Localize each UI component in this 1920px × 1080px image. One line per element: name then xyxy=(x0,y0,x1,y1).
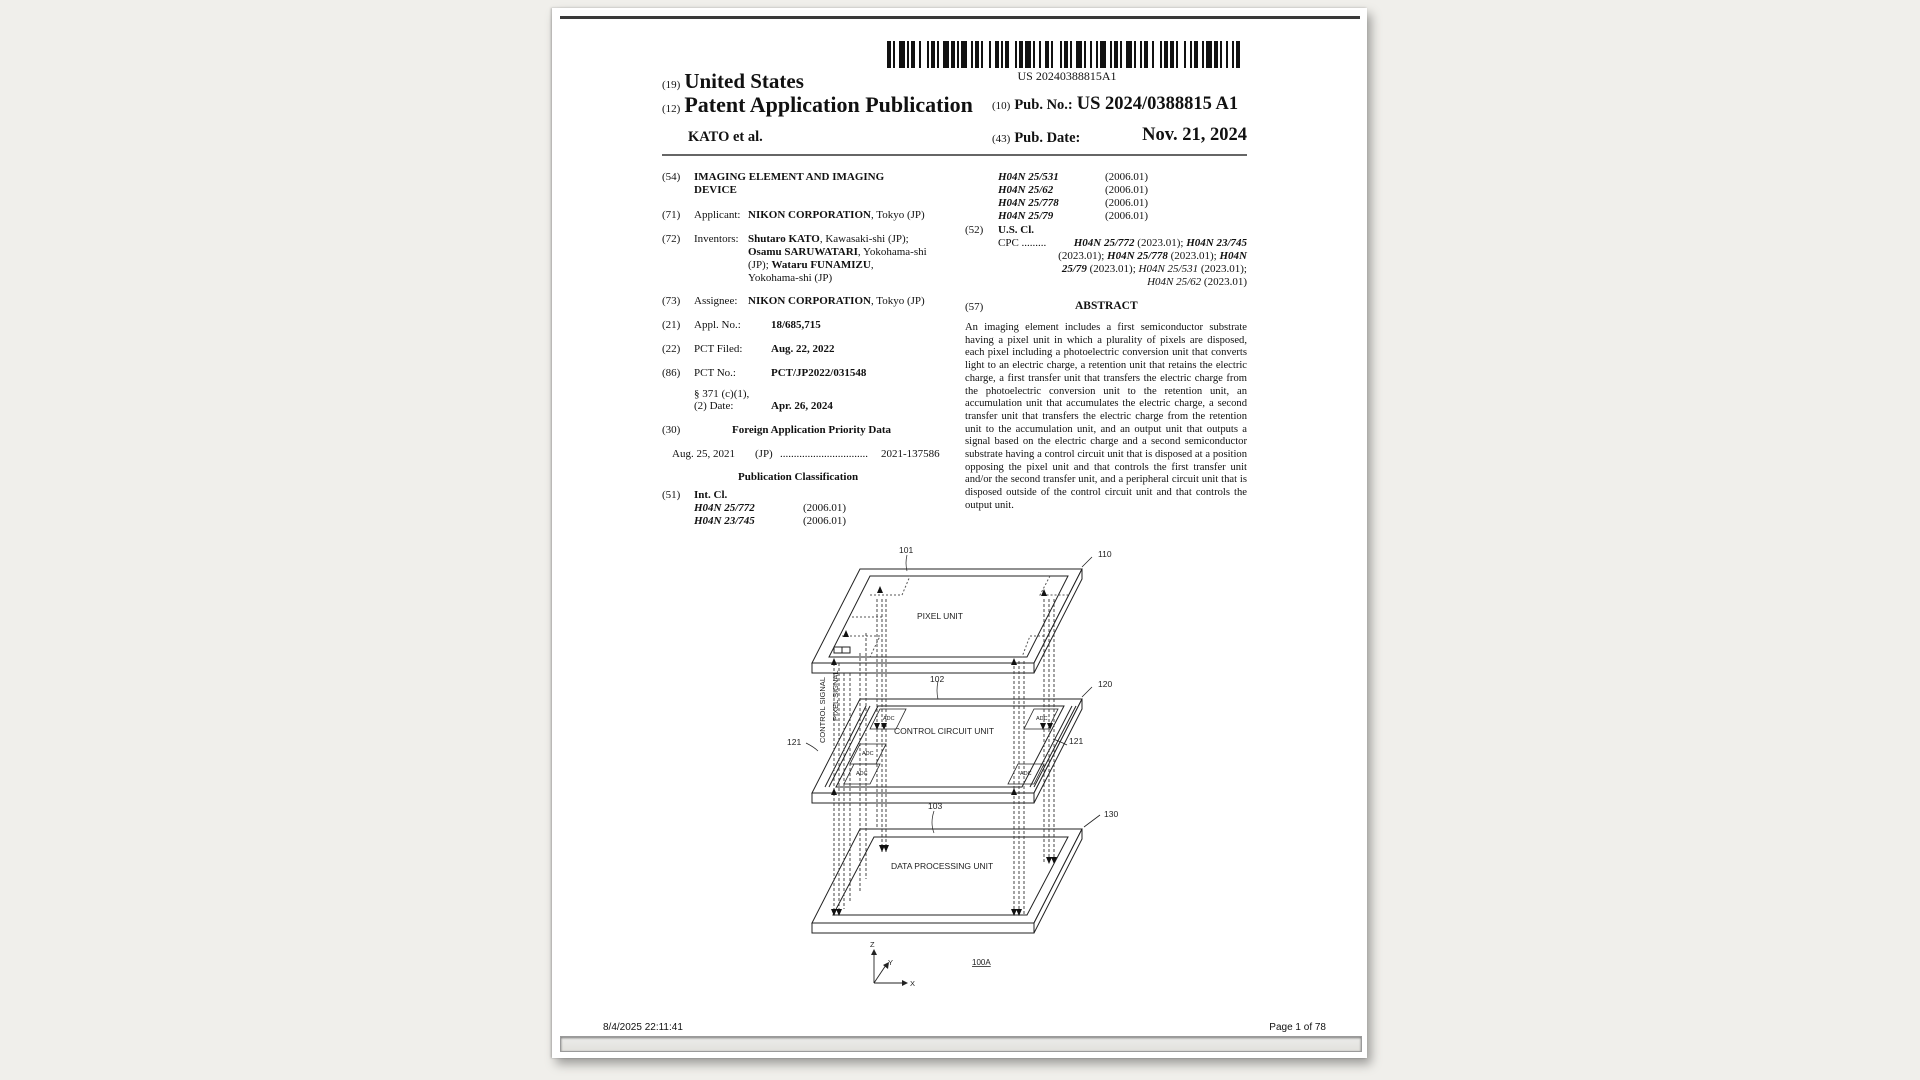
inid-code: (19) xyxy=(662,79,681,91)
axis-z: Z xyxy=(870,940,875,949)
cpc-class: H04N 25/778 xyxy=(1107,250,1168,262)
barcode-number: US 20240388815A1 xyxy=(1017,69,1117,83)
assignee-location: , Tokyo (JP) xyxy=(870,295,925,307)
inventor-location: (JP); xyxy=(748,259,772,271)
inid-code: (51) xyxy=(662,489,681,501)
int-cl-version: (2006.01) xyxy=(803,515,847,527)
inventor-1 xyxy=(748,233,909,246)
int-cl-class: H04N 25/778 xyxy=(998,197,1059,209)
adc-label: ADC xyxy=(862,751,874,757)
label-121-left: 121 xyxy=(787,737,802,747)
inid-code: (52) xyxy=(965,224,984,236)
foreign-dots: ................................ xyxy=(780,448,868,460)
adc-label: ADC xyxy=(883,716,895,722)
int-cl-version: (2006.01) xyxy=(1105,184,1149,196)
label-121-right: 121 xyxy=(1069,736,1084,746)
label-120: 120 xyxy=(1098,679,1113,689)
cpc-line-1 xyxy=(1074,237,1247,250)
label-101: 101 xyxy=(899,545,914,555)
barcode xyxy=(887,41,1247,68)
assignee xyxy=(748,295,925,308)
pct-no-label: PCT No.: xyxy=(694,367,736,379)
inventor-3-location: Yokohama-shi (JP) xyxy=(748,272,833,284)
axis-y: Y xyxy=(888,958,894,967)
label-103: 103 xyxy=(928,801,943,811)
appl-no: 18/685,715 xyxy=(771,319,821,331)
int-cl-class: H04N 25/531 xyxy=(998,171,1059,183)
inventor-name: Wataru FUNAMIZU xyxy=(771,259,871,271)
foreign-priority-heading: Foreign Application Priority Data xyxy=(732,424,891,436)
pct-filed: Aug. 22, 2022 xyxy=(771,343,835,355)
us-cl-label: U.S. Cl. xyxy=(998,224,1035,236)
inid-code: (72) xyxy=(662,233,681,245)
applicant-name: NIKON CORPORATION xyxy=(748,209,871,221)
cpc-class: H04N 23/745 xyxy=(1186,237,1247,249)
pub-date-line xyxy=(992,129,1080,147)
header-separator xyxy=(662,154,1247,156)
s371-line: § 371 (c)(1), xyxy=(694,388,750,400)
inventor-name: Shutaro KATO xyxy=(748,233,820,245)
inventor-3 xyxy=(748,259,874,272)
cpc-version: (2023.01); xyxy=(1198,263,1247,275)
control-signal-label: CONTROL SIGNAL xyxy=(818,677,827,743)
country: United States xyxy=(684,69,804,93)
int-cl-version: (2006.01) xyxy=(1105,171,1149,183)
pixel-signal-label: PIXEL SIGNAL xyxy=(831,670,840,721)
int-cl-class: H04N 25/62 xyxy=(998,184,1054,196)
int-cl-version: (2006.01) xyxy=(1105,210,1149,222)
int-cl-class: H04N 23/745 xyxy=(694,515,755,527)
inid-code: (43) xyxy=(992,133,1011,145)
int-cl-version: (2006.01) xyxy=(803,502,847,514)
cpc-class: H04N 25/62 xyxy=(1147,276,1202,288)
cpc-class: 25/79 xyxy=(1061,263,1087,275)
pub-no-label: Pub. No.: xyxy=(1014,97,1073,113)
foreign-country: (JP) xyxy=(755,448,773,460)
int-cl-version: (2006.01) xyxy=(1105,197,1149,209)
pub-date-label: Pub. Date: xyxy=(1014,130,1081,146)
inid-code: (30) xyxy=(662,424,681,436)
int-cl-label: Int. Cl. xyxy=(694,489,728,501)
pct-no: PCT/JP2022/031548 xyxy=(771,367,867,379)
axis-x: X xyxy=(910,979,916,988)
barcode-bar xyxy=(1240,41,1246,68)
adc-label: ADC xyxy=(1036,716,1048,722)
int-cl-class: H04N 25/79 xyxy=(998,210,1054,222)
cpc-version: (2023.01); xyxy=(1086,263,1139,275)
inid-code: (22) xyxy=(662,343,681,355)
assignee-name: NIKON CORPORATION xyxy=(748,295,871,307)
inid-code: (10) xyxy=(992,100,1011,112)
cpc-line-2 xyxy=(1058,250,1247,263)
title-line-2: DEVICE xyxy=(694,184,737,196)
exploded-substrate-diagram xyxy=(782,533,1132,993)
inventors-label: Inventors: xyxy=(694,233,739,245)
pub-date: Nov. 21, 2024 xyxy=(1142,125,1247,145)
cpc-line-4 xyxy=(1147,276,1247,289)
applicant xyxy=(748,209,925,222)
publication-type-line xyxy=(662,92,973,118)
appl-no-label: Appl. No.: xyxy=(694,319,741,331)
applicant-location: , Tokyo (JP) xyxy=(870,209,925,221)
authors: KATO et al. xyxy=(688,129,763,145)
inventor-location: , xyxy=(870,259,874,271)
assignee-label: Assignee: xyxy=(694,295,738,307)
adc-label: ADC xyxy=(1020,771,1032,777)
cpc-class: H04N 25/772 xyxy=(1073,237,1135,249)
title-line-1: IMAGING ELEMENT AND IMAGING xyxy=(694,171,885,183)
label-130: 130 xyxy=(1104,809,1119,819)
s371-date: Apr. 26, 2024 xyxy=(771,400,833,412)
document-page xyxy=(552,8,1367,1058)
data-processing-unit-label: DATA PROCESSING UNIT xyxy=(891,861,994,871)
control-circuit-unit-label: CONTROL CIRCUIT UNIT xyxy=(894,726,995,736)
print-timestamp: 8/4/2025 22:11:41 xyxy=(603,1022,683,1033)
label-110: 110 xyxy=(1098,549,1112,559)
int-cl-class: H04N 25/772 xyxy=(694,502,755,514)
publication-classification-heading: Publication Classification xyxy=(738,471,859,483)
inid-code: (21) xyxy=(662,319,681,331)
inid-code: (71) xyxy=(662,209,681,221)
label-102: 102 xyxy=(930,674,945,684)
cpc-label: CPC ......... xyxy=(998,237,1047,249)
inid-code: (86) xyxy=(662,367,681,379)
inventor-2 xyxy=(748,246,927,259)
foreign-app-no: 2021-137586 xyxy=(881,448,940,460)
inventor-location: , Kawasaki-shi (JP); xyxy=(819,233,909,245)
page-indicator: Page 1 of 78 xyxy=(1269,1022,1326,1033)
inventor-name: Osamu SARUWATARI xyxy=(748,246,858,258)
abstract-heading: ABSTRACT xyxy=(1075,300,1138,312)
applicant-label: Applicant: xyxy=(694,209,741,221)
pub-number-line xyxy=(992,94,1238,115)
inid-code: (57) xyxy=(965,301,984,313)
foreign-date: Aug. 25, 2021 xyxy=(672,448,735,460)
inid-code: (12) xyxy=(662,103,681,115)
cpc-version: (2023.01); xyxy=(1134,237,1187,249)
country-line xyxy=(662,69,804,94)
abstract-text: An imaging element includes a first semiconductor substrate having a pixel unit in which a plurality of pixels are disposed, each pixel including a photoelectric conversion unit that converts light to an electric charge, a retention unit that retains the electric charge, a first transfer unit that transfers the electric charge from the photoelectric conversion unit to the retention unit, an accumulation unit that accumulates the electric charge, a second transfer unit that transfers the electric charge from the retention unit to the accumulation unit, and an output unit that outputs a signal based on the electric charge and a second semiconductor substrate having a control circuit unit that is disposed at a position opposing the pixel unit and that controls the first transfer unit and/or the second transfer unit, and a peripheral circuit unit that is disposed outside of the control circuit unit and that controls the output unit. xyxy=(965,322,1247,511)
pixel-unit-label: PIXEL UNIT xyxy=(917,611,963,621)
cpc-line-3 xyxy=(1062,263,1247,276)
figure-id: 100A xyxy=(972,958,991,967)
pub-no: US 2024/0388815 A1 xyxy=(1076,94,1239,114)
horizontal-scrollbar[interactable] xyxy=(560,1036,1362,1052)
publication-type: Patent Application Publication xyxy=(684,92,973,117)
top-rule xyxy=(560,16,1360,19)
figure-diagram xyxy=(782,533,1132,993)
inid-code: (73) xyxy=(662,295,681,307)
pct-filed-label: PCT Filed: xyxy=(694,343,743,355)
cpc-class: H04N xyxy=(1219,250,1247,262)
cpc-version: (2023.01); xyxy=(1167,250,1220,262)
inid-code: (54) xyxy=(662,171,681,183)
s371-date-label: (2) Date: xyxy=(694,400,734,412)
cpc-class: H04N 25/531 xyxy=(1138,263,1199,275)
cpc-version: (2023.01) xyxy=(1201,276,1247,288)
adc-label: ADC xyxy=(856,771,868,777)
inventor-location: , Yokohama-shi xyxy=(857,246,927,258)
cpc-version: (2023.01); xyxy=(1058,250,1108,262)
